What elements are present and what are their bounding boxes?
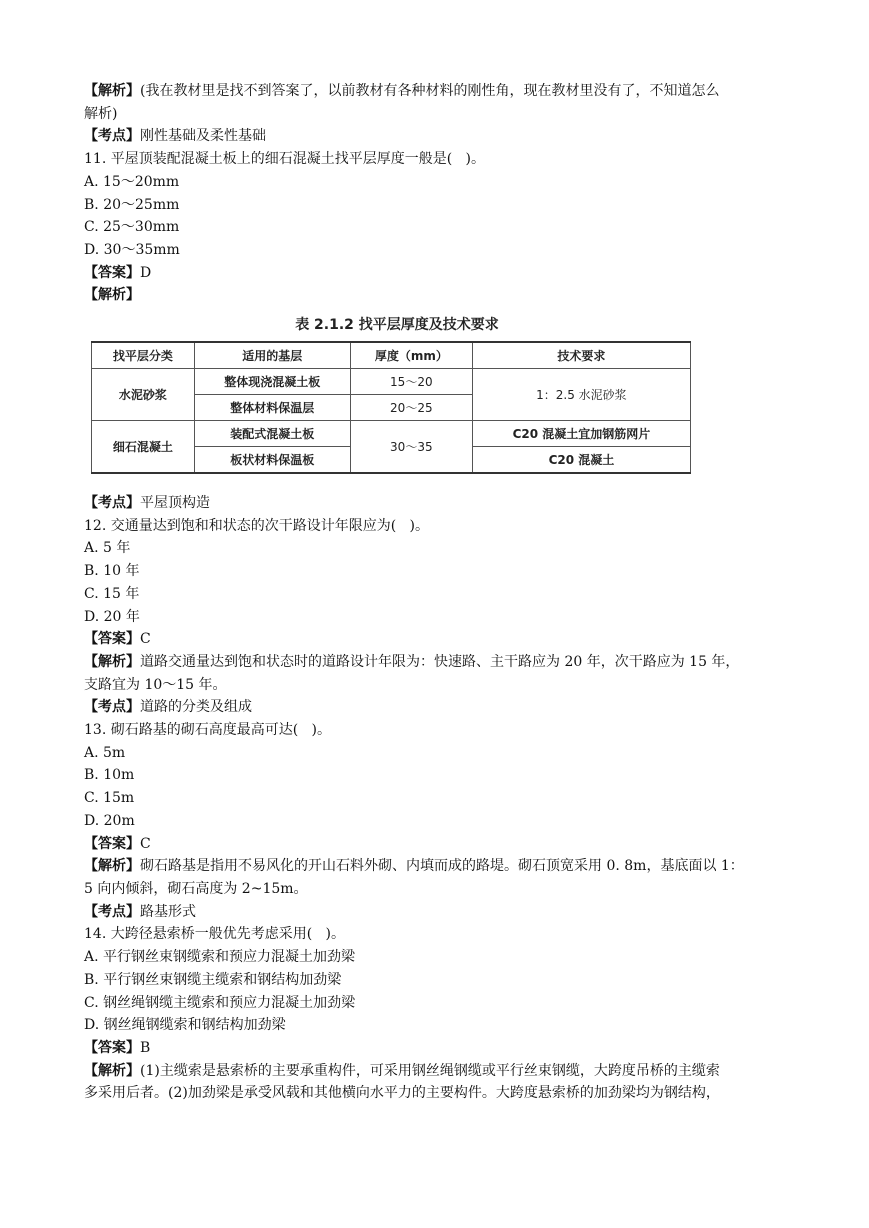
text-line <box>84 148 789 171</box>
line-text: D <box>140 264 152 281</box>
header-base: 适用的基层 <box>194 342 350 369</box>
text-line <box>84 651 789 674</box>
header-requirement: 技术要求 <box>472 342 690 369</box>
header-thickness: 厚度（mm） <box>350 342 472 369</box>
text-line <box>84 969 789 992</box>
cell-category: 细石混凝土 <box>92 421 195 474</box>
line-text: A. 平行钢丝束钢缆索和预应力混凝土加劲梁 <box>84 949 356 966</box>
text-line <box>84 103 789 126</box>
line-text: B. 10m <box>84 767 135 784</box>
line-text: A. 15～20mm <box>84 173 180 190</box>
section-tag: 【解析】 <box>84 287 140 304</box>
text-line <box>84 492 789 515</box>
line-text: 道路的分类及组成 <box>140 699 252 716</box>
text-line <box>84 833 789 856</box>
cell-base: 整体材料保温层 <box>194 395 350 421</box>
text-line <box>84 787 789 810</box>
line-text: B. 平行钢丝束钢缆主缆索和钢结构加劲梁 <box>84 971 342 988</box>
text-line <box>84 719 789 742</box>
line-text: D. 钢丝绳钢缆索和钢结构加劲梁 <box>84 1017 286 1034</box>
text-line <box>84 194 789 217</box>
text-line <box>84 171 789 194</box>
line-text: (1)主缆索是悬索桥的主要承重构件，可采用钢丝绳钢缆或平行丝束钢缆，大跨度吊桥的主缆索 <box>140 1062 720 1079</box>
line-text: 5 向内倾斜，砌石高度为 2~15m。 <box>84 880 308 897</box>
line-text: C <box>140 835 151 852</box>
line-text: C. 钢丝绳钢缆主缆索和预应力混凝土加劲梁 <box>84 994 356 1011</box>
document-page <box>84 80 789 1105</box>
line-text: C. 15m <box>84 790 135 807</box>
section-tag: 【解析】 <box>84 83 140 99</box>
table-header-row <box>92 342 691 369</box>
section-tag: 【解析】 <box>84 858 140 875</box>
text-line <box>84 855 789 878</box>
text-line <box>84 515 789 538</box>
line-text: 支路宜为 10～15 年。 <box>84 676 227 693</box>
line-text: D. 30～35mm <box>84 241 180 258</box>
cell-base: 装配式混凝土板 <box>194 421 350 447</box>
line-text: D. 20m <box>84 812 135 829</box>
text-line <box>84 674 789 697</box>
section-tag: 【考点】 <box>84 128 140 145</box>
line-text: 平屋顶构造 <box>140 495 210 512</box>
line-text: 11. 平屋顶装配混凝土板上的细石混凝土找平层厚度一般是( )。 <box>84 151 485 168</box>
text-line <box>84 1082 789 1105</box>
section-tag: 【答案】 <box>84 1039 140 1056</box>
text-line <box>84 901 789 924</box>
line-text: 多采用后者。(2)加劲梁是承受风载和其他横向水平力的主要构件。大跨度悬索桥的加劲梁均为钢结构， <box>84 1085 720 1102</box>
text-line <box>84 923 789 946</box>
cell-requirement: C20 混凝土 <box>472 447 690 474</box>
cell-base: 板状材料保温板 <box>194 447 350 474</box>
text-line <box>84 583 789 606</box>
section-tag: 【考点】 <box>84 903 140 920</box>
text-line <box>84 80 789 103</box>
line-text: 13. 砌石路基的砌石高度最高可达( )。 <box>84 722 331 739</box>
cell-thickness: 20～25 <box>350 395 472 421</box>
text-line <box>84 1037 789 1060</box>
table-row <box>92 421 691 447</box>
line-text: B <box>140 1039 151 1056</box>
text-line <box>84 810 789 833</box>
line-text: A. 5 年 <box>84 540 131 557</box>
line-text: A. 5m <box>84 744 126 761</box>
text-line <box>84 696 789 719</box>
line-text: 14. 大跨径悬索桥一般优先考虑采用( )。 <box>84 926 345 943</box>
table-row <box>92 369 691 395</box>
text-line <box>84 537 789 560</box>
text-line <box>84 1014 789 1037</box>
text-line <box>84 606 789 629</box>
line-text: C. 25～30mm <box>84 219 180 236</box>
text-line <box>84 239 789 262</box>
text-line <box>84 560 789 583</box>
line-text: 刚性基础及柔性基础 <box>140 128 266 145</box>
header-category: 找平层分类 <box>92 342 195 369</box>
line-text: C. 15 年 <box>84 585 140 602</box>
line-text: 12. 交通量达到饱和和状态的次干路设计年限应为( )。 <box>84 517 429 534</box>
section-tag: 【答案】 <box>84 835 140 852</box>
section-tag: 【答案】 <box>84 264 140 281</box>
cell-category: 水泥砂浆 <box>92 369 195 421</box>
text-line <box>84 262 789 285</box>
section-tag: 【解析】 <box>84 653 140 670</box>
text-line <box>84 878 789 901</box>
cell-base: 整体现浇混凝土板 <box>194 369 350 395</box>
text-line <box>84 742 789 765</box>
line-text: B. 10 年 <box>84 563 140 580</box>
text-line <box>84 946 789 969</box>
section-tag: 【答案】 <box>84 631 140 648</box>
cell-requirement: 1：2.5 水泥砂浆 <box>472 369 690 421</box>
text-line <box>84 628 789 651</box>
cell-thickness: 15～20 <box>350 369 472 395</box>
section-tag: 【考点】 <box>84 699 140 716</box>
text-line <box>84 992 789 1015</box>
text-line <box>84 1060 789 1083</box>
section-tag: 【考点】 <box>84 495 140 512</box>
line-text: C <box>140 631 151 648</box>
line-text: 路基形式 <box>140 903 196 920</box>
line-text: 道路交通量达到饱和状态时的道路设计年限为：快速路、主干路应为 20 年，次干路应为 15 年， <box>140 653 740 670</box>
line-text: D. 20 年 <box>84 608 140 625</box>
text-line <box>84 216 789 239</box>
text-line <box>84 764 789 787</box>
text-line <box>84 284 789 307</box>
line-text: B. 20～25mm <box>84 196 180 213</box>
text-line <box>84 125 789 148</box>
table-title: 表 2.1.2 找平层厚度及技术要求 <box>295 317 499 334</box>
table-figure <box>91 315 703 474</box>
line-text: (我在教材里是找不到答案了，以前教材有各种材料的刚性角，现在教材里没有了，不知道怎么 <box>140 83 720 99</box>
section-tag: 【解析】 <box>84 1062 140 1079</box>
line-text: 砌石路基是指用不易风化的开山石料外砌、内填而成的路堤。砌石顶宽采用 0. 8m，基底面以 1： <box>140 858 744 875</box>
line-text: 解析) <box>84 105 118 122</box>
cell-thickness: 30～35 <box>350 421 472 474</box>
cell-requirement: C20 混凝土宜加钢筋网片 <box>472 421 690 447</box>
leveling-layer-table <box>91 341 691 474</box>
document-content <box>84 80 789 1105</box>
